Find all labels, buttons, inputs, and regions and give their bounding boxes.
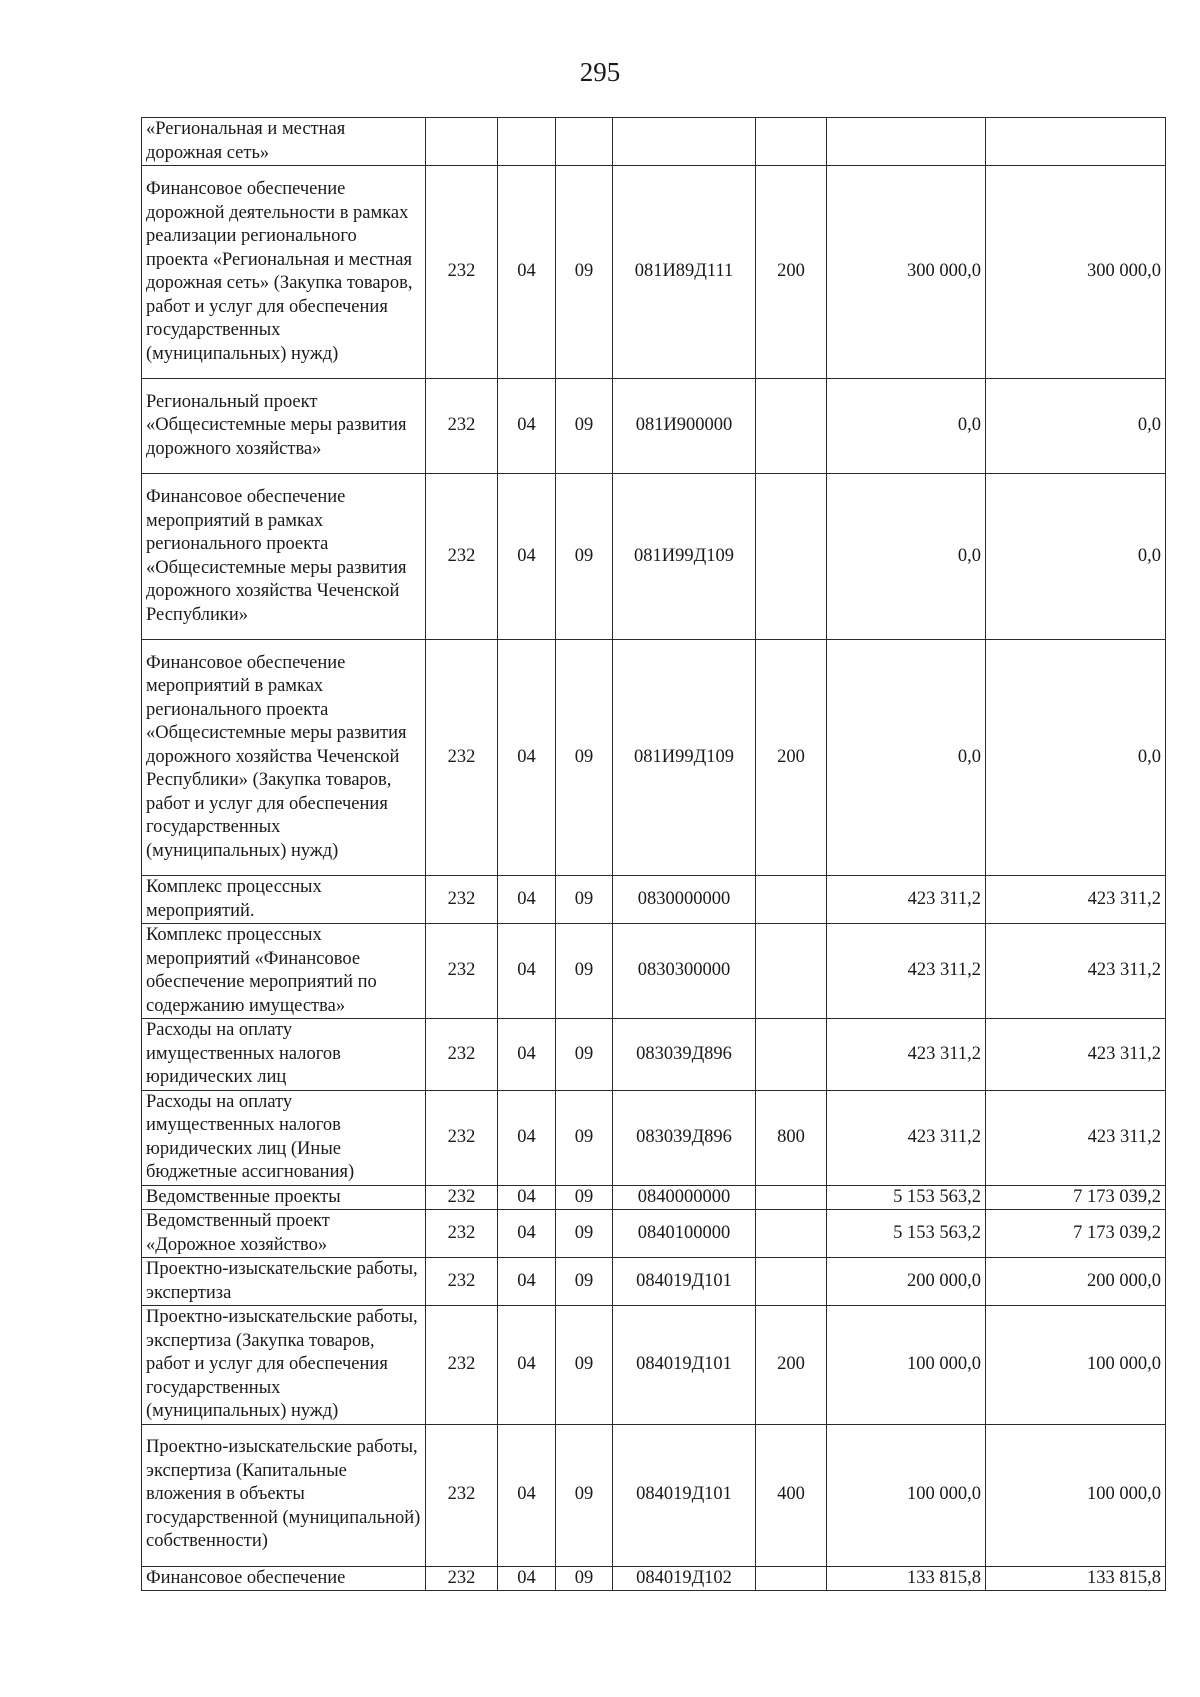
row-name: Расходы на оплату имущественных налогов юридических лиц (Иные бюджетные ассигнования) bbox=[142, 1090, 426, 1185]
row-gr: 232 bbox=[426, 1019, 498, 1091]
row-year1: 100 000,0 bbox=[827, 1424, 986, 1566]
row-year2: 0,0 bbox=[986, 379, 1166, 474]
row-year1: 423 311,2 bbox=[827, 876, 986, 924]
row-year1: 0,0 bbox=[827, 474, 986, 640]
row-year2: 423 311,2 bbox=[986, 1090, 1166, 1185]
row-year1: 423 311,2 bbox=[827, 924, 986, 1019]
row-pr: 09 bbox=[556, 1306, 613, 1425]
row-name: Финансовое обеспечение bbox=[142, 1566, 426, 1591]
row-name: «Региональная и местная дорожная сеть» bbox=[142, 118, 426, 166]
row-rz: 04 bbox=[498, 1258, 556, 1306]
table-row bbox=[142, 166, 1166, 379]
row-csr: 083039Д896 bbox=[613, 1019, 756, 1091]
row-rz: 04 bbox=[498, 1090, 556, 1185]
row-year2: 7 173 039,2 bbox=[986, 1185, 1166, 1210]
row-pr: 09 bbox=[556, 924, 613, 1019]
row-name: Финансовое обеспечение дорожной деятельности в рамках реализации регионального проекта «Региональная и местная дорожная сеть» (Закупка товаров, работ и услуг для обеспечения государственных (муниципальных) нужд) bbox=[142, 166, 426, 379]
row-name: Комплекс процессных мероприятий. bbox=[142, 876, 426, 924]
row-year2: 423 311,2 bbox=[986, 876, 1166, 924]
row-gr: 232 bbox=[426, 1258, 498, 1306]
row-pr bbox=[556, 118, 613, 166]
table-row bbox=[142, 640, 1166, 876]
row-pr: 09 bbox=[556, 379, 613, 474]
row-year2: 423 311,2 bbox=[986, 924, 1166, 1019]
table-row bbox=[142, 1258, 1166, 1306]
row-year1: 423 311,2 bbox=[827, 1090, 986, 1185]
row-csr: 084019Д102 bbox=[613, 1566, 756, 1591]
row-gr: 232 bbox=[426, 379, 498, 474]
row-year2: 100 000,0 bbox=[986, 1306, 1166, 1425]
row-gr: 232 bbox=[426, 1185, 498, 1210]
row-gr: 232 bbox=[426, 1566, 498, 1591]
row-name: Расходы на оплату имущественных налогов юридических лиц bbox=[142, 1019, 426, 1091]
row-rz: 04 bbox=[498, 876, 556, 924]
row-year1: 0,0 bbox=[827, 640, 986, 876]
row-csr: 084019Д101 bbox=[613, 1306, 756, 1425]
row-year1: 423 311,2 bbox=[827, 1019, 986, 1091]
row-csr bbox=[613, 118, 756, 166]
table-row bbox=[142, 1210, 1166, 1258]
table-row bbox=[142, 1566, 1166, 1591]
row-year1: 100 000,0 bbox=[827, 1306, 986, 1425]
row-vr bbox=[756, 1185, 827, 1210]
row-year2 bbox=[986, 118, 1166, 166]
row-gr: 232 bbox=[426, 1306, 498, 1425]
table-row bbox=[142, 1090, 1166, 1185]
row-csr: 084019Д101 bbox=[613, 1424, 756, 1566]
row-vr: 800 bbox=[756, 1090, 827, 1185]
row-year1: 200 000,0 bbox=[827, 1258, 986, 1306]
budget-table bbox=[141, 117, 1166, 1591]
row-vr bbox=[756, 1210, 827, 1258]
row-rz: 04 bbox=[498, 640, 556, 876]
row-csr: 081И99Д109 bbox=[613, 474, 756, 640]
row-csr: 081И900000 bbox=[613, 379, 756, 474]
row-rz: 04 bbox=[498, 1306, 556, 1425]
row-csr: 0830000000 bbox=[613, 876, 756, 924]
row-vr bbox=[756, 1258, 827, 1306]
row-year2: 133 815,8 bbox=[986, 1566, 1166, 1591]
row-pr: 09 bbox=[556, 1258, 613, 1306]
row-year2: 100 000,0 bbox=[986, 1424, 1166, 1566]
row-csr: 0830300000 bbox=[613, 924, 756, 1019]
row-vr: 200 bbox=[756, 166, 827, 379]
row-year1: 300 000,0 bbox=[827, 166, 986, 379]
row-pr: 09 bbox=[556, 166, 613, 379]
row-rz: 04 bbox=[498, 1566, 556, 1591]
page-number: 295 bbox=[579, 57, 621, 87]
row-vr bbox=[756, 474, 827, 640]
row-csr: 084019Д101 bbox=[613, 1258, 756, 1306]
row-gr: 232 bbox=[426, 640, 498, 876]
table-row bbox=[142, 1185, 1166, 1210]
row-name: Финансовое обеспечение мероприятий в рамках регионального проекта «Общесистемные меры развития дорожного хозяйства Чеченской Республики» bbox=[142, 474, 426, 640]
row-year1: 5 153 563,2 bbox=[827, 1185, 986, 1210]
row-pr: 09 bbox=[556, 1185, 613, 1210]
row-pr: 09 bbox=[556, 1566, 613, 1591]
row-vr bbox=[756, 118, 827, 166]
table-row bbox=[142, 379, 1166, 474]
row-name: Проектно-изыскательские работы, экспертиза bbox=[142, 1258, 426, 1306]
row-year2: 423 311,2 bbox=[986, 1019, 1166, 1091]
row-pr: 09 bbox=[556, 1019, 613, 1091]
row-pr: 09 bbox=[556, 1424, 613, 1566]
table-row bbox=[142, 1424, 1166, 1566]
row-name: Финансовое обеспечение мероприятий в рамках регионального проекта «Общесистемные меры развития дорожного хозяйства Чеченской Республики» (Закупка товаров, работ и услуг для обеспечения государственных (муниципальных) нужд) bbox=[142, 640, 426, 876]
row-gr: 232 bbox=[426, 1090, 498, 1185]
row-rz: 04 bbox=[498, 166, 556, 379]
row-vr bbox=[756, 1566, 827, 1591]
row-rz: 04 bbox=[498, 1019, 556, 1091]
row-gr: 232 bbox=[426, 474, 498, 640]
row-pr: 09 bbox=[556, 876, 613, 924]
row-csr: 081И99Д109 bbox=[613, 640, 756, 876]
row-year2: 300 000,0 bbox=[986, 166, 1166, 379]
row-csr: 081И89Д111 bbox=[613, 166, 756, 379]
row-gr bbox=[426, 118, 498, 166]
row-csr: 083039Д896 bbox=[613, 1090, 756, 1185]
table-row bbox=[142, 1019, 1166, 1091]
row-year2: 0,0 bbox=[986, 640, 1166, 876]
row-name: Ведомственные проекты bbox=[142, 1185, 426, 1210]
row-vr bbox=[756, 379, 827, 474]
row-rz: 04 bbox=[498, 474, 556, 640]
row-pr: 09 bbox=[556, 1210, 613, 1258]
row-pr: 09 bbox=[556, 474, 613, 640]
row-csr: 0840000000 bbox=[613, 1185, 756, 1210]
row-gr: 232 bbox=[426, 1210, 498, 1258]
row-vr bbox=[756, 1019, 827, 1091]
row-year1 bbox=[827, 118, 986, 166]
row-pr: 09 bbox=[556, 640, 613, 876]
row-pr: 09 bbox=[556, 1090, 613, 1185]
row-name: Комплекс процессных мероприятий «Финансовое обеспечение мероприятий по содержанию имущества» bbox=[142, 924, 426, 1019]
table-row bbox=[142, 118, 1166, 166]
row-gr: 232 bbox=[426, 876, 498, 924]
row-year2: 200 000,0 bbox=[986, 1258, 1166, 1306]
row-vr: 400 bbox=[756, 1424, 827, 1566]
row-name: Региональный проект «Общесистемные меры развития дорожного хозяйства» bbox=[142, 379, 426, 474]
row-name: Проектно-изыскательские работы, экспертиза (Капитальные вложения в объекты государственной (муниципальной) собственности) bbox=[142, 1424, 426, 1566]
row-gr: 232 bbox=[426, 166, 498, 379]
table-row bbox=[142, 876, 1166, 924]
row-gr: 232 bbox=[426, 924, 498, 1019]
row-rz: 04 bbox=[498, 1424, 556, 1566]
row-year2: 7 173 039,2 bbox=[986, 1210, 1166, 1258]
row-rz bbox=[498, 118, 556, 166]
row-year2: 0,0 bbox=[986, 474, 1166, 640]
table-row bbox=[142, 474, 1166, 640]
row-rz: 04 bbox=[498, 924, 556, 1019]
row-csr: 0840100000 bbox=[613, 1210, 756, 1258]
row-vr bbox=[756, 876, 827, 924]
row-name: Ведомственный проект «Дорожное хозяйство» bbox=[142, 1210, 426, 1258]
row-gr: 232 bbox=[426, 1424, 498, 1566]
row-rz: 04 bbox=[498, 379, 556, 474]
row-rz: 04 bbox=[498, 1210, 556, 1258]
row-vr bbox=[756, 924, 827, 1019]
row-year1: 133 815,8 bbox=[827, 1566, 986, 1591]
row-year1: 5 153 563,2 bbox=[827, 1210, 986, 1258]
row-vr: 200 bbox=[756, 640, 827, 876]
row-rz: 04 bbox=[498, 1185, 556, 1210]
table-row bbox=[142, 924, 1166, 1019]
table-row bbox=[142, 1306, 1166, 1425]
row-name: Проектно-изыскательские работы, экспертиза (Закупка товаров, работ и услуг для обеспечения государственных (муниципальных) нужд) bbox=[142, 1306, 426, 1425]
row-vr: 200 bbox=[756, 1306, 827, 1425]
row-year1: 0,0 bbox=[827, 379, 986, 474]
